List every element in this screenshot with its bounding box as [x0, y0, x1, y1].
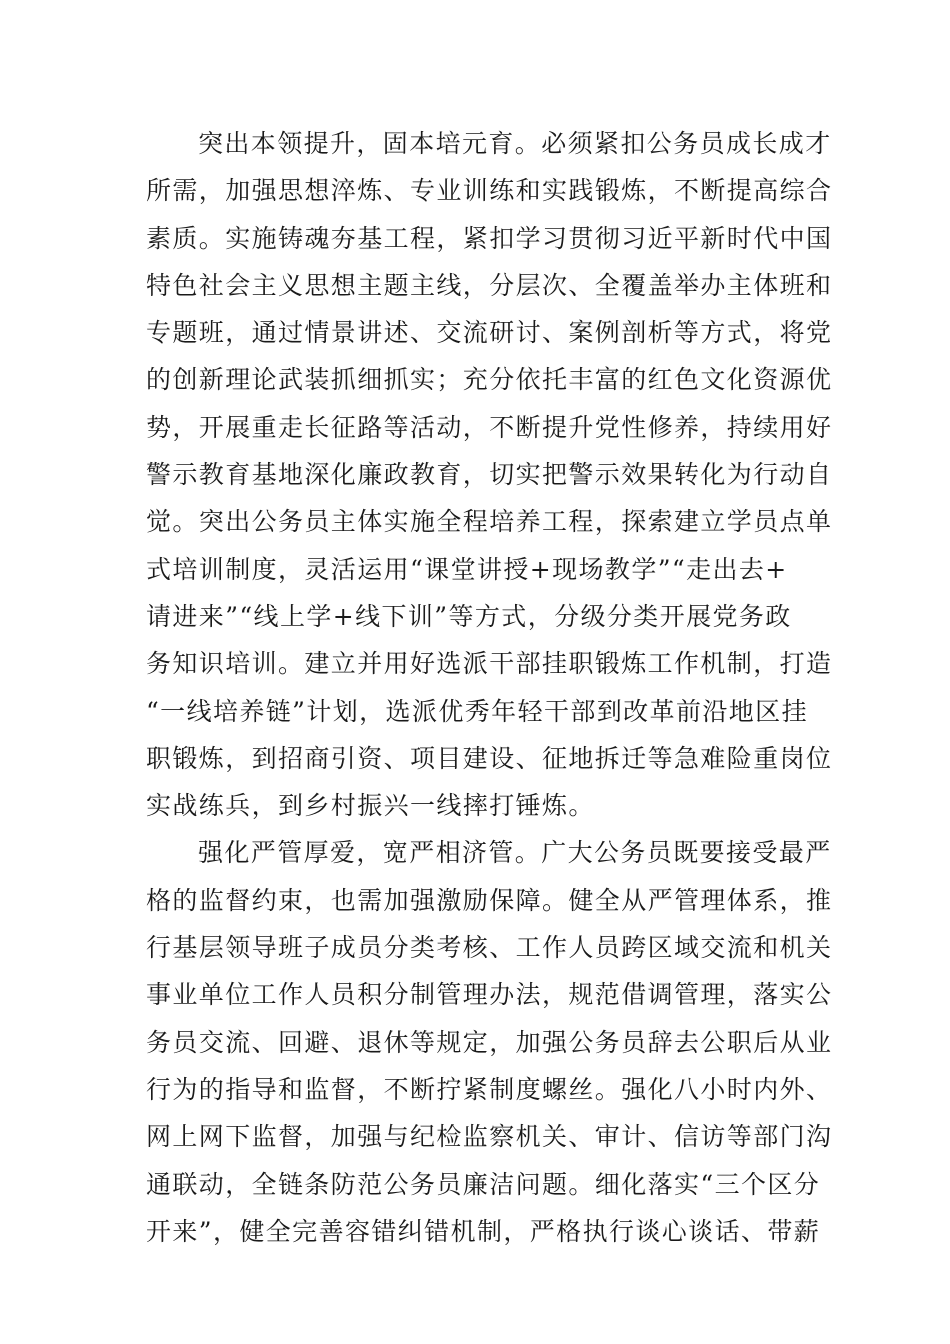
text-line: 务知识培训。建立并用好选派干部挂职锻炼工作机制，打造: [146, 649, 833, 679]
text-line: 请进来”“线上学+线下训”等方式，分级分类开展党务政: [146, 601, 792, 631]
text-line: 素质。实施铸魂夯基工程，紧扣学习贯彻习近平新时代中国: [146, 223, 833, 253]
text-line: 觉。突出公务员主体实施全程培养工程，探索建立学员点单: [146, 507, 833, 537]
text-line: 强化严管厚爱，宽严相济管。广大公务员既要接受最严: [198, 838, 832, 868]
text-line: 职锻炼，到招商引资、项目建设、征地拆迁等急难险重岗位: [146, 743, 833, 773]
text-line: 所需，加强思想淬炼、专业训练和实践锻炼，不断提高综合: [146, 176, 833, 206]
document-body: [146, 120, 833, 1255]
text-line: 的创新理论武装抓细抓实；充分依托丰富的红色文化资源优: [146, 365, 833, 395]
text-line: 通联动，全链条防范公务员廉洁问题。细化落实“三个区分: [146, 1169, 821, 1199]
text-line: 势，开展重走长征路等活动，不断提升党性修养，持续用好: [146, 412, 833, 442]
paragraph-strict-management: [146, 829, 833, 1255]
text-line: 行为的指导和监督，不断拧紧制度螺丝。强化八小时内外、: [146, 1074, 833, 1104]
text-line: 特色社会主义思想主题主线，分层次、全覆盖举办主体班和: [146, 270, 833, 300]
text-line: 式培训制度，灵活运用“课堂讲授+现场教学”“走出去+: [146, 554, 788, 584]
text-line: “一线培养链”计划，选派优秀年轻干部到改革前沿地区挂: [146, 696, 808, 726]
text-line: 突出本领提升，固本培元育。必须紧扣公务员成长成才: [198, 129, 832, 158]
text-line: 专题班，通过情景讲述、交流研讨、案例剖析等方式，将党: [146, 318, 833, 348]
paragraph-ability-improvement: [146, 120, 833, 829]
text-line: 警示教育基地深化廉政教育，切实把警示效果转化为行动自: [146, 460, 833, 490]
text-line: 格的监督约束，也需加强激励保障。健全从严管理体系，推: [146, 885, 833, 915]
text-line: 实战练兵，到乡村振兴一线摔打锤炼。: [146, 791, 595, 821]
text-line: 开来”，健全完善容错纠错机制，严格执行谈心谈话、带薪: [146, 1216, 821, 1246]
text-line: 务员交流、回避、退休等规定，加强公务员辞去公职后从业: [146, 1027, 833, 1057]
text-line: 事业单位工作人员积分制管理办法，规范借调管理，落实公: [146, 980, 833, 1010]
text-line: 网上网下监督，加强与纪检监察机关、审计、信访等部门沟: [146, 1122, 833, 1152]
text-line: 行基层领导班子成员分类考核、工作人员跨区域交流和机关: [146, 933, 833, 963]
